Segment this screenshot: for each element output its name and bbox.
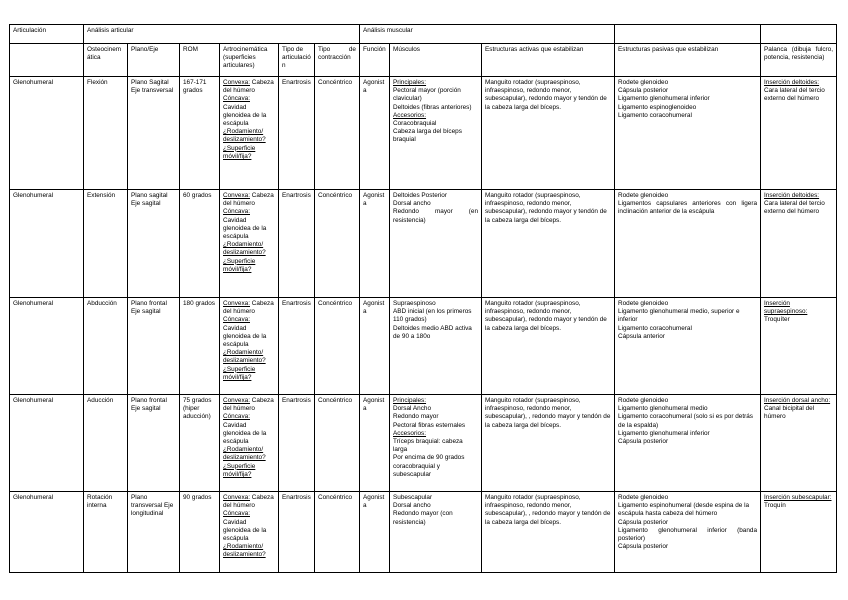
pasivas-line: Ligamento glenohumeral inferior [618,429,710,437]
cell-osteo: Abducción [84,298,128,395]
cell-musculos [390,77,482,190]
analysis-table [9,24,837,573]
cell-plano: Plano sagital Eje sagital [128,190,180,298]
pasivas-line: Ligamento coracohumeral (solo si es por detrás de la espalda) [618,413,753,429]
musculos-line: Accesorios: [393,429,427,437]
cell-plano: Plano Sagital Eje transversal [128,77,180,190]
pasivas-line: Ligamento glenohumeral medio [618,405,708,413]
header-blank-2 [761,25,837,44]
superficie-question: ¿Superficie móvil/fija? [223,144,256,160]
musculos-line: Accesorios: [393,111,427,119]
cell-funcion: Agonista [360,190,390,298]
cell-funcion: Agonista [360,492,390,573]
pasivas-line: Rodete glenoideo [618,397,669,404]
cell-palanca [761,77,837,190]
musculos-line: Supraespinoso [393,300,436,307]
concava-label: Cóncava: [223,413,250,421]
header-blank-1 [615,25,761,44]
cell-pasivas [615,395,761,492]
cell-rom: 75 grados (hiper aducción) [180,395,220,492]
musculos-line: Pectoral fibras esternales [393,421,466,429]
cell-artro [220,77,279,190]
table-row [10,395,837,492]
musculos-line: Tríceps braquial: cabeza larga [393,438,463,454]
cell-tipo-con: Concéntrico [315,77,360,190]
table-row [10,77,837,190]
cell-pasivas [615,298,761,395]
palanca-text: Cara lateral del tercio externo del húmero [764,200,825,216]
palanca-label: Inserción supraespinoso: [764,300,808,316]
header-row-2 [10,44,837,77]
convexa-label: Convexa: [223,397,250,404]
palanca-text: Cara lateral del tercio externo del húmero [764,87,825,103]
table-row [10,298,837,395]
superficie-question: ¿Superficie móvil/fija? [223,462,256,478]
header-activas: Estructuras activas que estabilizan [482,44,615,77]
musculos-line: Deltoides medio ABD activa de 90 a 180o [393,324,472,340]
cell-artro [220,492,279,573]
musculos-line: Redondo mayor (con resistencia) [393,510,453,526]
concava-text: Cavidad glenoidea de la escápula [223,216,267,241]
pasivas-line: Rodete glenoideo [618,300,669,307]
convexa-label: Convexa: [223,300,250,307]
cell-palanca [761,492,837,573]
musculos-line: Dorsal ancho [393,502,431,510]
cell-osteo: Flexión [84,77,128,190]
pasivas-line: Cápsula posterior [618,438,669,446]
pasivas-line: Ligamento coracohumeral [618,111,692,119]
cell-funcion: Agonista [360,395,390,492]
cell-pasivas [615,492,761,573]
musculos-line: ABD inicial (en los primeros 110 grados) [393,308,472,324]
cell-tipo-con: Concéntrico [315,190,360,298]
cell-articulacion: Glenohumeral [10,77,84,190]
musculos-line: Coracobraquial [393,120,437,128]
musculos-line: Cabeza larga del bíceps braquial [393,128,462,144]
palanca-label: Inserción dorsal ancho: [764,397,831,404]
rodamiento-question: ¿Rodamiento/ deslizamiento? [223,446,266,462]
musculos-line: Por encima de 90 grados coracobraquial y subescapular [393,454,465,478]
pasivas-line: Cápsula posterior [618,87,669,95]
cell-tipo-art: Enartrosis [279,395,315,492]
cell-osteo: Rotación interna [84,492,128,573]
musculos-line: Redondo mayor [393,413,439,421]
musculos-line: Dorsal ancho [393,200,431,208]
header-rom: ROM [180,44,220,77]
cell-rom: 90 grados [180,492,220,573]
cell-pasivas [615,190,761,298]
convexa-label: Convexa: [223,79,250,86]
header-osteocinematica: Osteocinemática [84,44,128,77]
cell-activas: Manguito rotador (supraespinoso, infraespinoso, redondo menor, subescapular), redondo mayor y tendón de la cabeza larga del bíceps. [482,190,615,298]
musculos-line: Principales: [393,397,427,404]
header-plano-eje: Plano/Eje [128,44,180,77]
header-musculos: Músculos [390,44,482,77]
header-palanca: Palanca (dibuja fulcro, potencia, resistencia) [761,44,837,77]
palanca-label: Inserción deltoides: [764,79,820,86]
cell-rom: 167-171 grados [180,77,220,190]
cell-activas: Manguito rotador (supraespinoso, infraespinoso, redondo menor, subescapular), , redondo mayor y tendón de la cabeza larga del bíceps. [482,395,615,492]
pasivas-line: Rodete glenoideo [618,79,669,86]
header-blank-0 [10,44,84,77]
convexa-label: Convexa: [223,494,250,501]
concava-text: Cavidad glenoidea de la escápula [223,421,267,446]
convexa-text: Cabeza del húmero [223,79,274,95]
cell-musculos [390,190,482,298]
musculos-line: Redondo mayor (en resistencia) [393,208,478,224]
superficie-question: ¿Superficie móvil/fija? [223,257,256,273]
header-analisis-articular: Análisis articular [84,25,360,44]
palanca-label: Inserción deltoides: [764,192,820,199]
cell-plano: Plano transversal Eje longitudinal [128,492,180,573]
cell-musculos [390,395,482,492]
pasivas-line: Ligamento glenohumeral inferior [618,95,710,103]
pasivas-line: Cápsula posterior [618,518,669,526]
rodamiento-question: ¿Rodamiento/ deslizamiento? [223,128,266,144]
cell-pasivas [615,77,761,190]
convexa-text: Cabeza del húmero [223,397,274,413]
cell-plano: Plano frontal Eje sagital [128,395,180,492]
cell-activas: Manguito rotador (supraespinoso, infraespinoso, redondo menor, subescapular), redondo mayor y tendón de la cabeza larga del bíceps. [482,298,615,395]
cell-palanca [761,395,837,492]
musculos-line: Principales: [393,79,427,86]
cell-rom: 180 grados [180,298,220,395]
convexa-label: Convexa: [223,192,250,199]
header-tipo-contraccion: Tipo de contracción [315,44,360,77]
rodamiento-question: ¿Rodamiento/ deslizamiento? [223,241,266,257]
cell-tipo-art: Enartrosis [279,77,315,190]
pasivas-line: Cápsula posterior [618,543,669,551]
pasivas-line: Ligamentos capsulares anteriores con ligera inclinación anterior de la escápula [618,200,758,216]
pasivas-line: Ligamento espinohumeral (desde espina de la escápula hasta cabeza del húmero [618,502,750,518]
concava-label: Cóncava: [223,510,250,518]
musculos-line: Deltoides Posterior [393,192,447,199]
cell-tipo-con: Concéntrico [315,395,360,492]
cell-osteo: Extensión [84,190,128,298]
pasivas-line: Ligamento glenohumeral inferior (banda posterior) [618,526,758,543]
cell-artro [220,190,279,298]
pasivas-line: Cápsula anterior [618,332,665,340]
pasivas-line: Ligamento espinoglenoideo [618,103,697,111]
superficie-question: ¿Superficie móvil/fija? [223,365,256,381]
cell-articulacion: Glenohumeral [10,298,84,395]
cell-palanca [761,190,837,298]
header-tipo-articulacion: Tipo de articulación [279,44,315,77]
header-pasivas: Estructuras pasivas que estabilizan [615,44,761,77]
cell-articulacion: Glenohumeral [10,395,84,492]
pasivas-line: Rodete glenoideo [618,192,669,199]
pasivas-line: Ligamento glenohumeral medio, superior e inferior [618,308,740,324]
musculos-line: Subescapular [393,494,433,501]
musculos-line: Pectoral mayor (porción clavicular) [393,87,461,103]
pasivas-line: Rodete glenoideo [618,494,669,501]
cell-activas: Manguito rotador (supraespinoso, infraespinoso, redondo menor, subescapular), , redondo mayor y tendón de la cabeza larga del bíceps. [482,492,615,573]
header-analisis-muscular: Análisis muscular [360,25,615,44]
cell-osteo: Aducción [84,395,128,492]
cell-musculos [390,298,482,395]
rodamiento-question: ¿Rodamiento/ deslizamiento? [223,543,266,559]
cell-musculos [390,492,482,573]
pasivas-line: Ligamento coracohumeral [618,324,692,332]
cell-funcion: Agonista [360,298,390,395]
cell-rom: 60 grados [180,190,220,298]
cell-palanca [761,298,837,395]
cell-tipo-art: Enartrosis [279,492,315,573]
musculos-line: Dorsal Ancho [393,405,432,413]
cell-activas: Manguito rotador (supraespinoso, infraespinoso, redondo menor, subescapular), redondo mayor y tendón de la cabeza larga del bíceps. [482,77,615,190]
cell-tipo-con: Concéntrico [315,492,360,573]
convexa-text: Cabeza del húmero [223,192,274,208]
rodamiento-question: ¿Rodamiento/ deslizamiento? [223,349,266,365]
cell-funcion: Agonista [360,77,390,190]
cell-artro [220,298,279,395]
cell-plano: Plano frontal Eje sagital [128,298,180,395]
header-row-1 [10,25,837,44]
palanca-text: Troquíter [764,316,790,324]
concava-text: Cavidad glenoidea de la escápula [223,518,267,543]
cell-tipo-con: Concéntrico [315,298,360,395]
header-artrocinematica: Artrocinemática (superficies articulares) [220,44,279,77]
concava-label: Cóncava: [223,316,250,324]
palanca-label: Inserción subescapular: [764,494,832,501]
concava-label: Cóncava: [223,208,250,216]
musculos-line: Deltoides (fibras anteriores) [393,103,472,111]
header-articulacion: Articulación [10,25,84,44]
convexa-text: Cabeza del húmero [223,494,274,510]
table-row [10,492,837,573]
header-funcion: Función [360,44,390,77]
cell-articulacion: Glenohumeral [10,190,84,298]
cell-tipo-art: Enartrosis [279,298,315,395]
concava-label: Cóncava: [223,95,250,103]
cell-tipo-art: Enartrosis [279,190,315,298]
palanca-text: Canal bicipital del húmero [764,405,815,421]
concava-text: Cavidad glenoidea de la escápula [223,324,267,349]
cell-articulacion: Glenohumeral [10,492,84,573]
palanca-text: Troquín [764,502,786,510]
convexa-text: Cabeza del húmero [223,300,274,316]
table-row [10,190,837,298]
cell-artro [220,395,279,492]
concava-text: Cavidad glenoidea de la escápula [223,103,267,128]
